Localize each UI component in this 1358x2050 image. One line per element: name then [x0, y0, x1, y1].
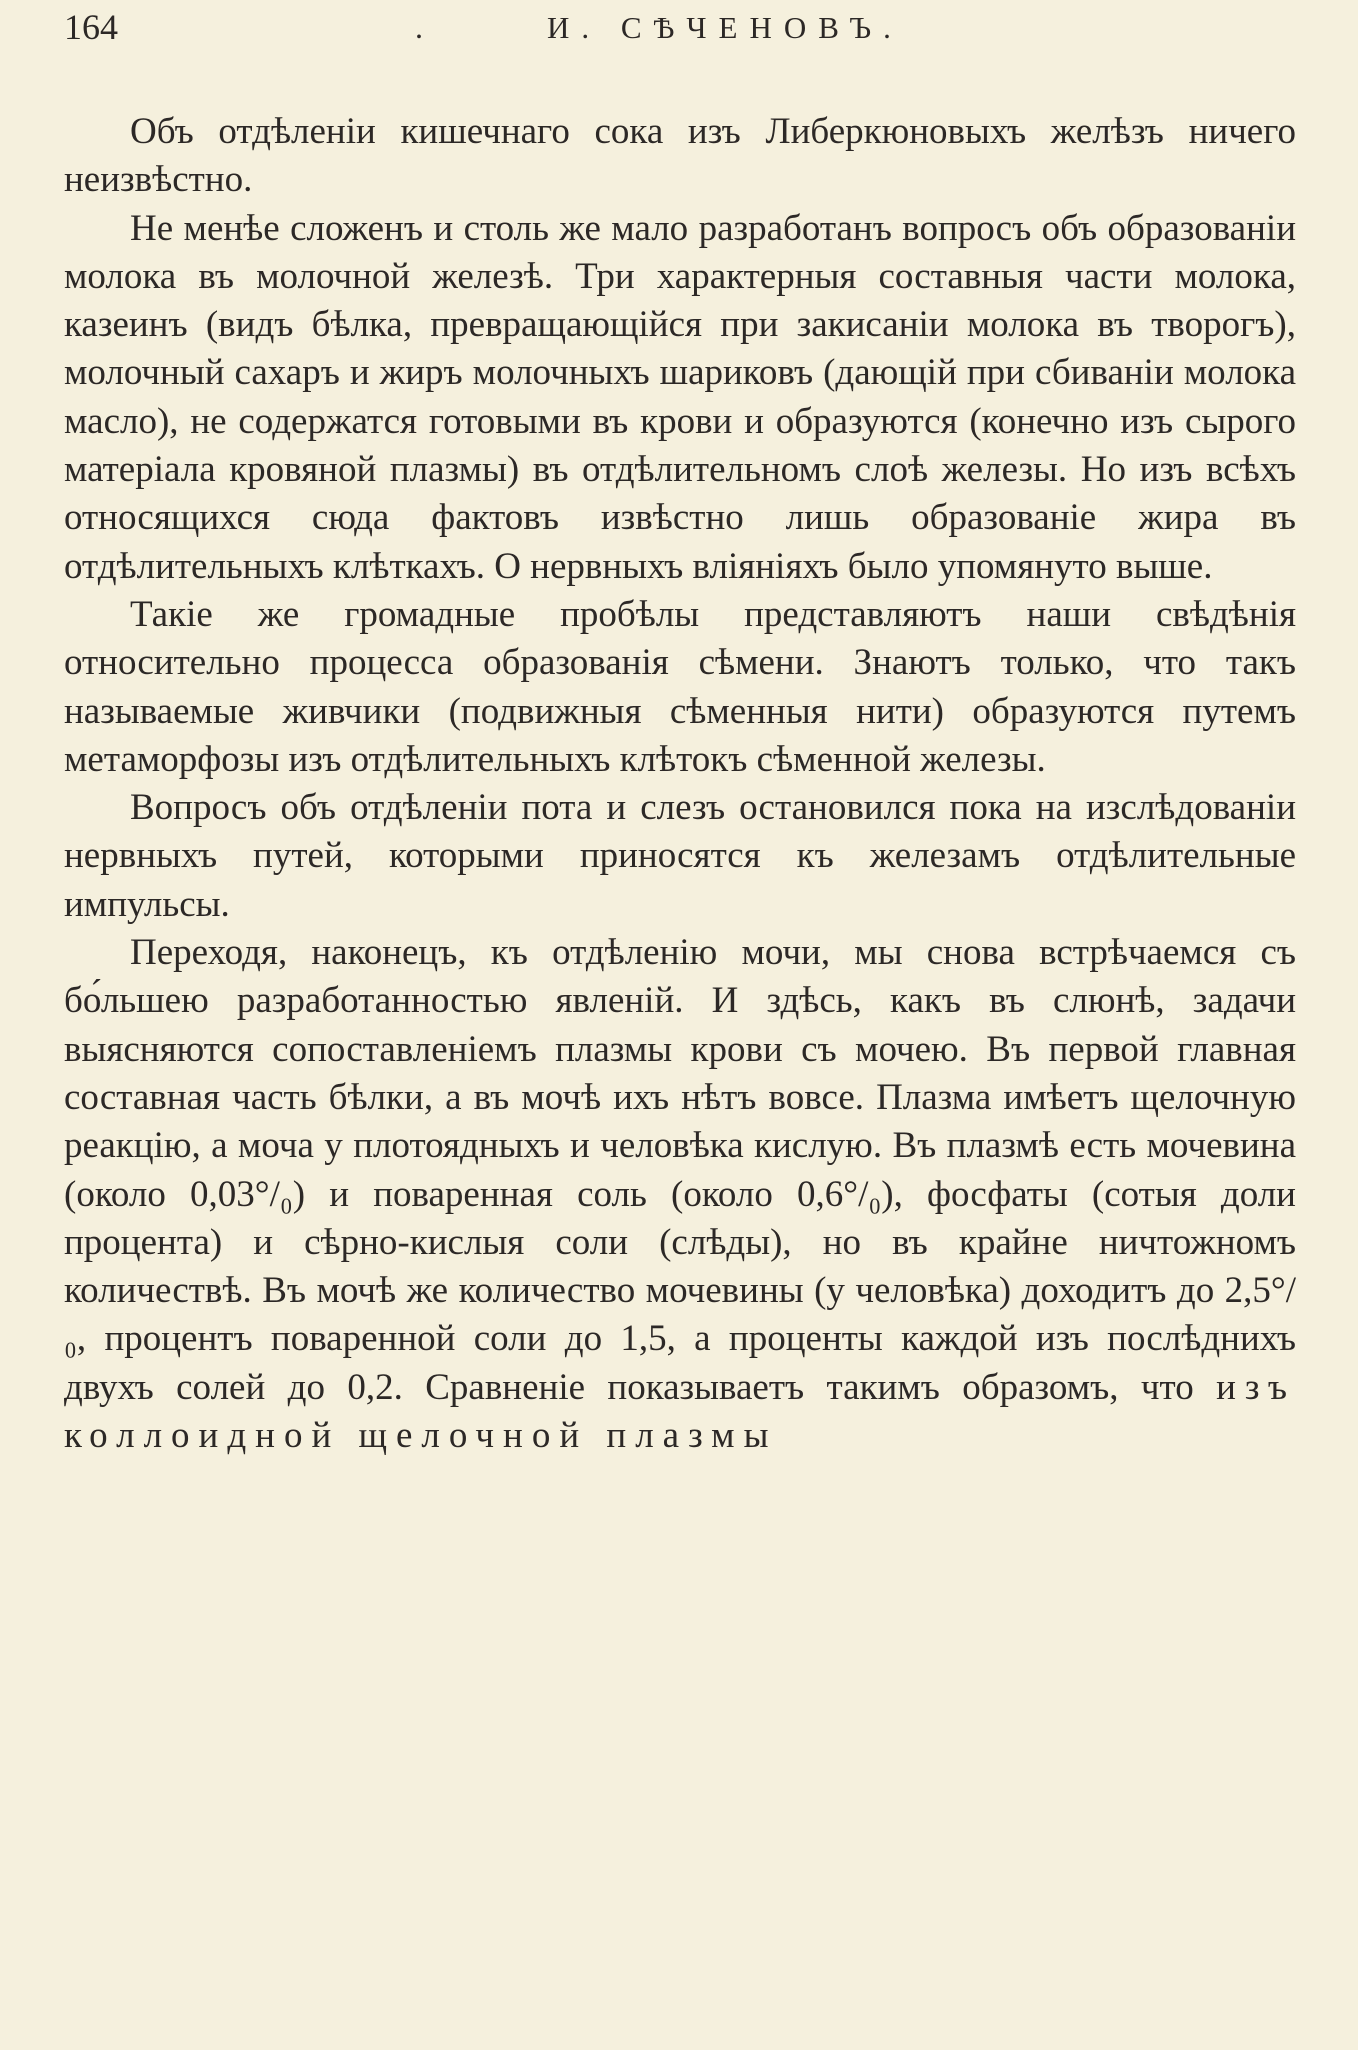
paragraph-sweat-tears: Вопросъ объ отдѣленіи пота и слезъ остановился пока на изслѣдованіи нервныхъ путей, которыми приносятся къ железамъ отдѣлительные импульсы.	[64, 787, 1296, 925]
paragraph-urine-secretion	[64, 929, 1296, 1460]
running-head-dot: .	[415, 9, 423, 45]
running-head	[64, 0, 1296, 62]
page-number: 164	[64, 7, 118, 47]
paragraph-milk-formation: Не менѣе сложенъ и столь же мало разработанъ вопросъ объ образованіи молока въ молочной железѣ. Три характерныя составныя части молока, казеинъ (видъ бѣлка, превращающійся при закисаніи молока въ творогъ), молочный сахаръ и жиръ молочныхъ шариковъ (дающій при сбиваніи молока масло), не содержатся готовыми въ крови и образуются (конечно изъ сырого матеріала кровяной плазмы) въ отдѣлительномъ слоѣ железы. Но изъ всѣхъ относящихся сюда фактовъ извѣстно лишь образованіе жира въ отдѣлительныхъ клѣткахъ. О нервныхъ вліяніяхъ было упомянуто выше.	[64, 207, 1296, 587]
page-text	[64, 62, 1296, 1460]
running-title: И. СѢЧЕНОВЪ.	[547, 10, 903, 45]
spaced-emphasis: изъ коллоидной щелочной плазмы	[64, 1366, 1296, 1457]
paragraph-urine-text: Переходя, наконецъ, къ отдѣленію мочи, мы снова встрѣчаемся съ бо́льшею разработанностью явленій. И здѣсь, какъ въ слюнѣ, задачи выясняются сопоставленіемъ плазмы крови съ мочею. Въ первой главная составная часть бѣлки, а въ мочѣ ихъ нѣтъ вовсе. Плазма имѣетъ щелочную реакцію, а моча у плотоядныхъ и человѣка кислую. Въ плазмѣ есть мочевина (около 0,03°/₀) и поваренная соль (около 0,6°/₀), фосфаты (сотыя доли процента) и сѣрно-кислыя соли (слѣды), но въ крайне ничтожномъ количествѣ. Въ мочѣ же количество мочевины (у человѣка) доходитъ до 2,5°/₀, процентъ поваренной соли до 1,5, а проценты каждой изъ послѣднихъ двухъ солей до 0,2. Сравненіе показываетъ такимъ образомъ, что	[64, 932, 1296, 1408]
paragraph-intestinal-juice: Объ отдѣленіи кишечнаго сока изъ Либеркюновыхъ желѣзъ ничего неизвѣстно.	[64, 111, 1296, 201]
paragraph-semen-formation: Такіе же громадные пробѣлы представляютъ наши свѣдѣнія относительно процесса образованія сѣмени. Знаютъ только, что такъ называемые живчики (подвижныя сѣменныя нити) образуются путемъ метаморфозы изъ отдѣлительныхъ клѣтокъ сѣменной железы.	[64, 593, 1296, 780]
